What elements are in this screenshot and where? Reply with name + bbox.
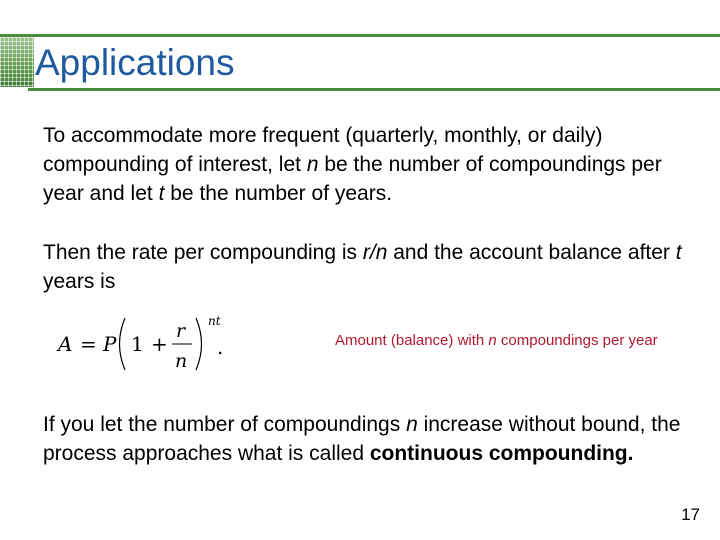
variable-r-over-n: r/n (362, 241, 388, 264)
header-bottom-rule (28, 88, 720, 91)
variable-n: n (306, 153, 319, 176)
paragraph-continuous-compounding (43, 410, 683, 468)
text-run: To accommodate more frequent (quarterly, monthly, or daily) compounding of interest, let (43, 124, 603, 176)
formula-denominator-n: n (175, 350, 188, 372)
text-run: and the account balance after (387, 241, 676, 264)
term-continuous-compounding: continuous compounding. (369, 442, 634, 465)
variable-n: n (488, 332, 497, 349)
variable-t: t (158, 182, 165, 205)
formula-exponent-nt: nt (208, 314, 221, 328)
formula-left-paren (120, 318, 126, 370)
header-top-rule (0, 34, 720, 37)
text-run: be the number of compoundings per year and let (43, 153, 662, 205)
formula-period: . (217, 335, 224, 359)
text-run: compoundings per year (496, 332, 658, 349)
text-run: increase without bound, the process approaches what is called (43, 413, 681, 465)
slide-title: Applications (35, 42, 235, 83)
paragraph-rate-per-compounding (43, 238, 683, 296)
text-run: If you let the number of compoundings (43, 413, 407, 436)
formula-A: A (58, 332, 73, 356)
header-grid-decoration (0, 37, 34, 87)
variable-n: n (406, 413, 418, 436)
variable-t: t (675, 241, 682, 264)
text-run: Then the rate per compounding is (43, 241, 363, 264)
formula-P: P (103, 332, 117, 356)
paragraph-compounding-intro (43, 121, 683, 208)
formula-plus: + (151, 332, 168, 356)
formula-annotation (335, 330, 665, 351)
text-run: be the number of years. (164, 182, 393, 205)
formula-equals: = (80, 332, 97, 356)
compound-interest-formula (55, 312, 230, 374)
formula-one: 1 (131, 332, 144, 356)
text-run: Amount (balance) with (335, 332, 489, 349)
formula-numerator-r: r (176, 320, 186, 342)
text-run: years is (43, 270, 116, 293)
page-number: 17 (681, 505, 700, 524)
formula-right-paren (196, 318, 202, 370)
